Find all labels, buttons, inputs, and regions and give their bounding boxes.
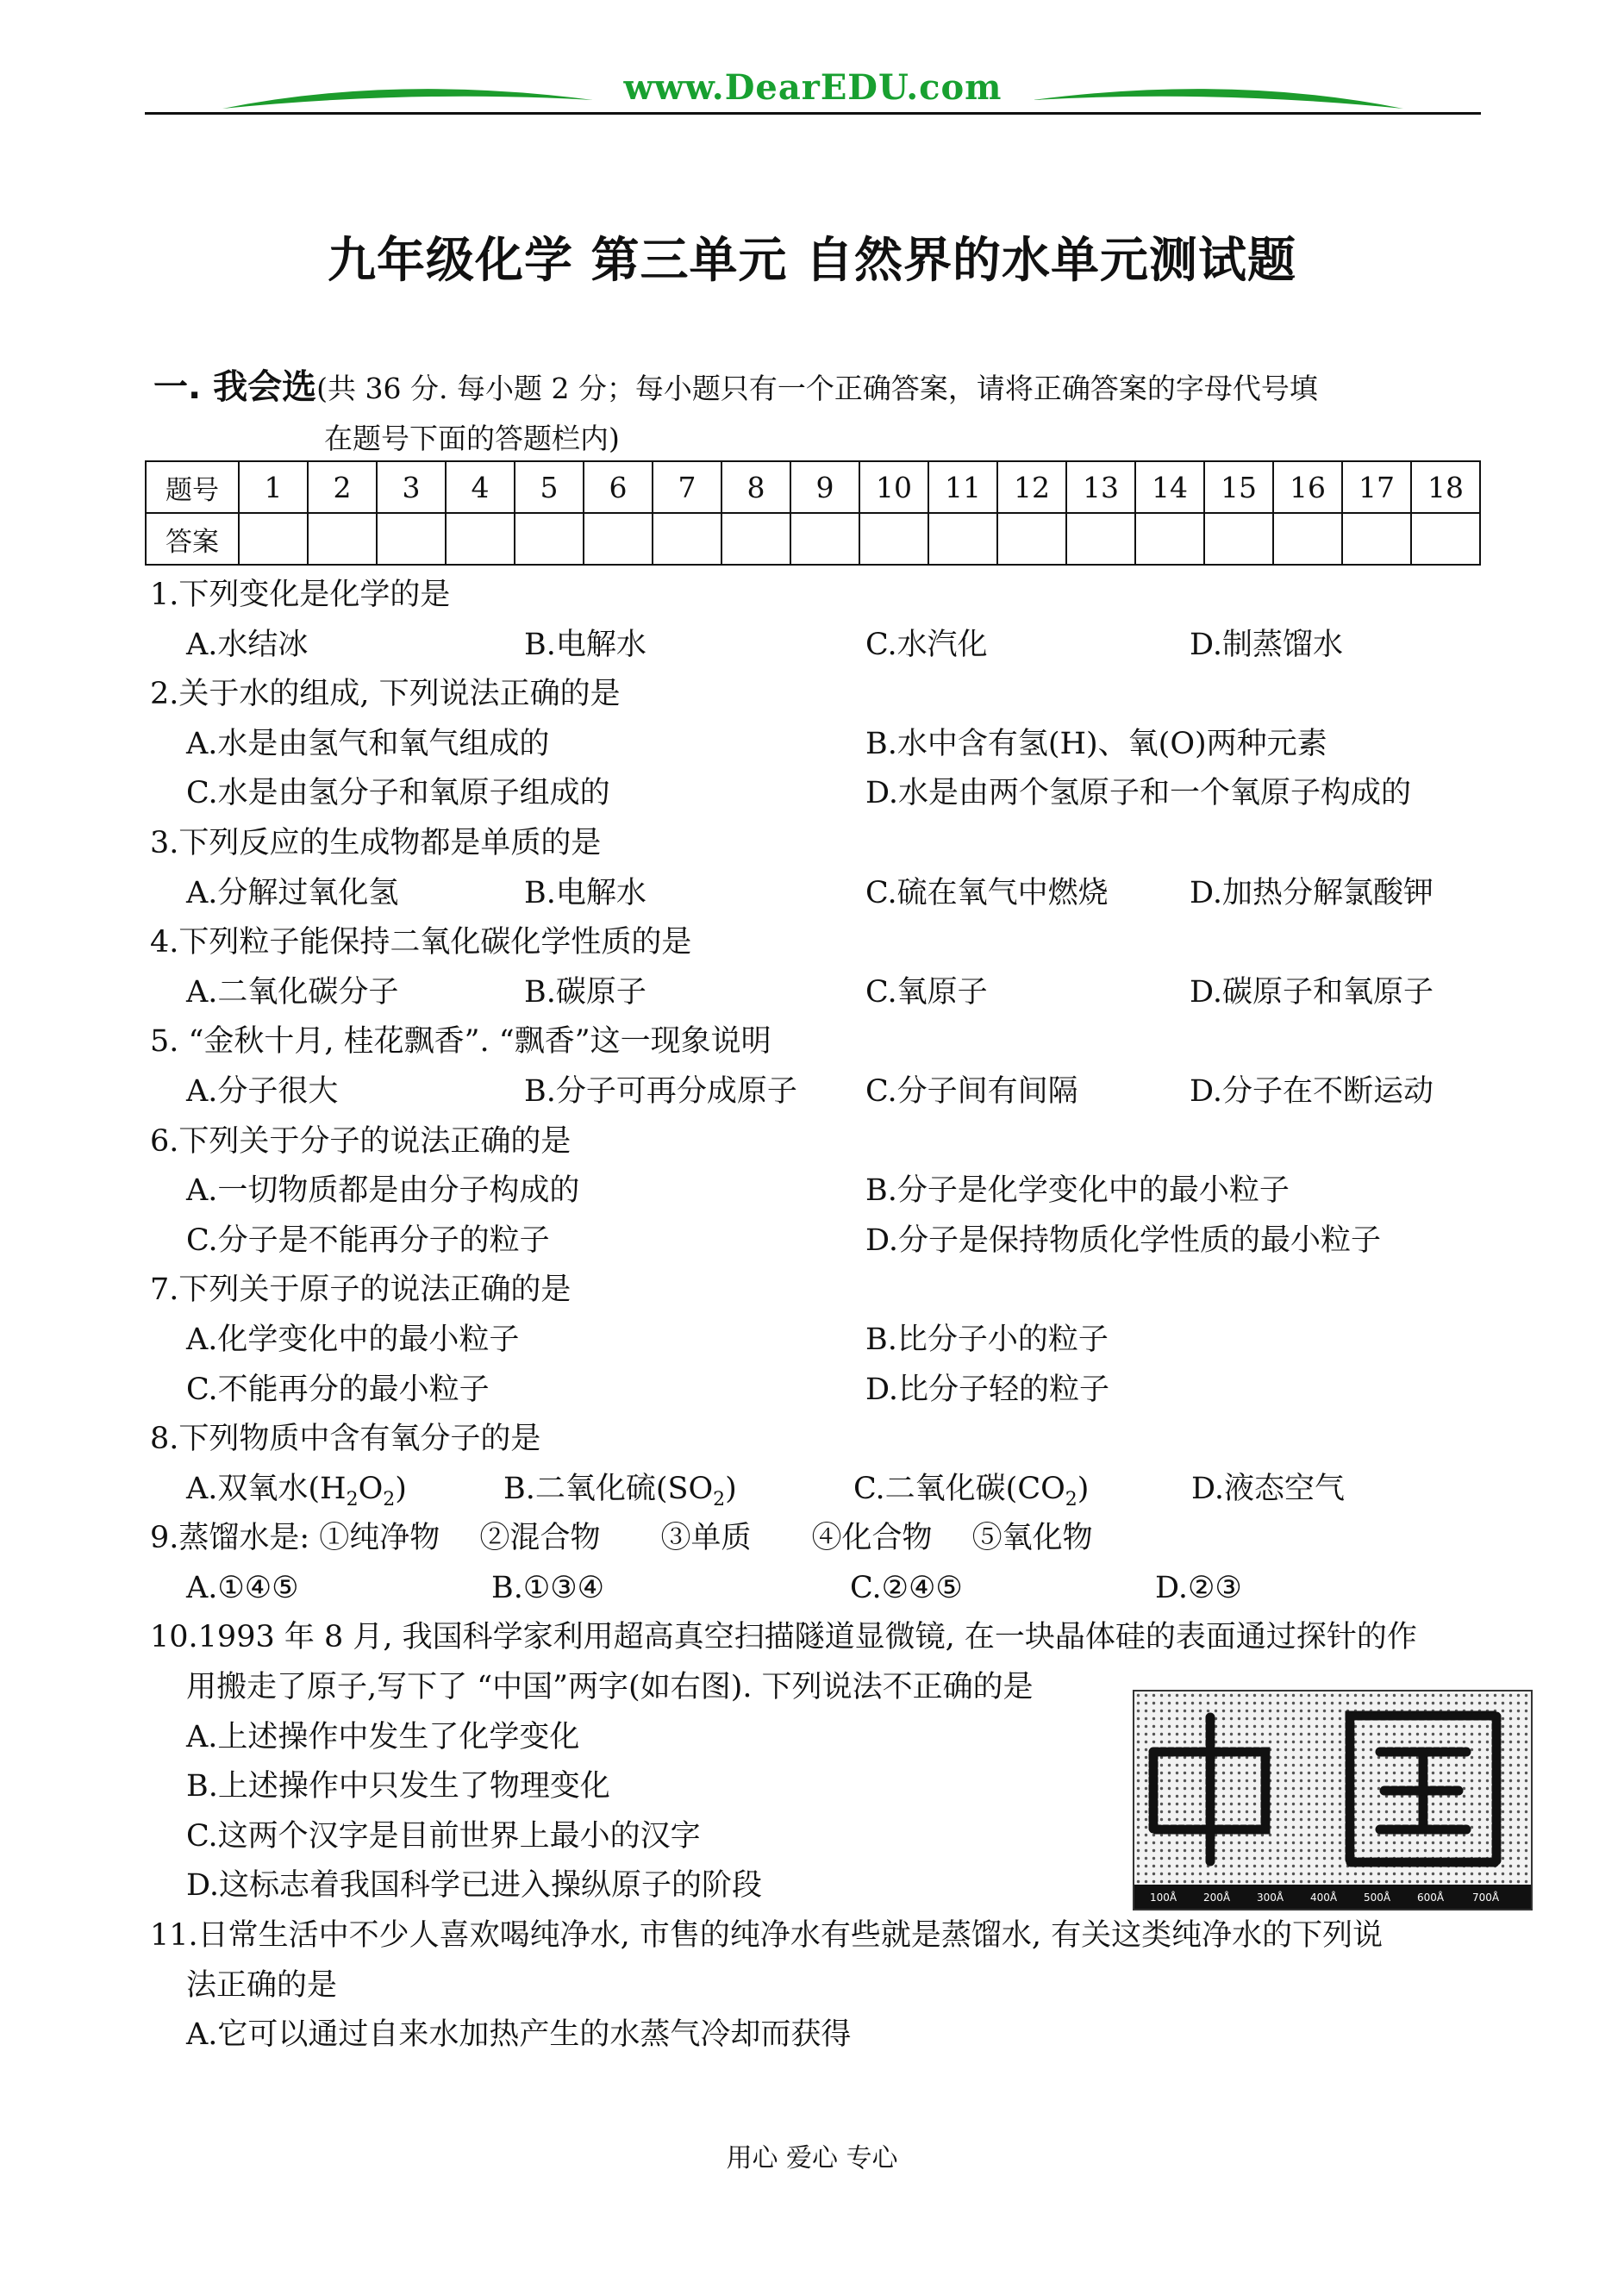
- question-number-cell: 9: [790, 461, 859, 513]
- q6-option-a: A.一切物质都是由分子构成的: [186, 1173, 580, 1209]
- question-number-cell: 5: [515, 461, 584, 513]
- q2-option-b: B.水中含有氢(H)、氧(O)两种元素: [865, 726, 1327, 761]
- q10-option-a: A.上述操作中发生了化学变化: [186, 1719, 580, 1754]
- question-stem: [150, 1117, 1495, 1167]
- option-row: [150, 1366, 1495, 1416]
- q8-option-a: A.双氧水$(H_2O_2)$: [186, 1471, 407, 1510]
- question-stem: [150, 918, 1495, 968]
- q4-stem: 4.下列粒子能保持二氧化碳化学性质的是: [150, 925, 692, 960]
- option-row: [150, 720, 1495, 770]
- q3-option-d: D.加热分解氯酸钾: [1190, 875, 1433, 910]
- answer-cell[interactable]: [859, 513, 928, 565]
- q4-option-c: C.氧原子: [865, 974, 988, 1010]
- question-number-cell: 17: [1342, 461, 1411, 513]
- question-stem: [150, 1911, 1495, 1961]
- q9-option-a: A.①④⑤: [186, 1570, 299, 1605]
- q7-option-d: D.比分子轻的粒子: [865, 1372, 1109, 1407]
- question-stem: [150, 571, 1495, 621]
- q9-stem: 9.蒸馏水是: ①纯净物 ②混合物 ③单质 ④化合物 ⑤氧化物: [150, 1521, 1093, 1556]
- answer-cell[interactable]: [653, 513, 721, 565]
- section-heading: [153, 362, 1498, 464]
- row-label-answer: 答案: [146, 513, 239, 565]
- question-number-cell: 16: [1273, 461, 1342, 513]
- option-row: [150, 1216, 1495, 1266]
- question-number-cell: 15: [1204, 461, 1273, 513]
- question-number-cell: 8: [721, 461, 790, 513]
- scale-label: 700Å: [1472, 1892, 1500, 1904]
- question-stem: [150, 1017, 1495, 1067]
- question-stem-continued: [150, 1961, 1495, 2011]
- q8-option-c: C.二氧化碳$(CO_2)$: [853, 1471, 1090, 1510]
- option-row: [150, 1316, 1495, 1366]
- q11-option-a: A.它可以通过自来水加热产生的水蒸气冷却而获得: [186, 2017, 852, 2053]
- q8-stem: 8.下列物质中含有氧分子的是: [150, 1422, 541, 1457]
- question-number-cell: 3: [377, 461, 446, 513]
- q8-option-b: B.二氧化硫$(SO_2)$: [503, 1471, 737, 1510]
- page-title: 九年级化学 第三单元 自然界的水单元测试题: [328, 233, 1296, 289]
- q11-stem: 11.日常生活中不少人喜欢喝纯净水, 市售的纯净水有些就是蒸馏水, 有关这类纯净水的下列说: [150, 1918, 1384, 1954]
- question-number-cell: 18: [1411, 461, 1480, 513]
- answer-cell[interactable]: [1066, 513, 1135, 565]
- q7-option-a: A.化学变化中的最小粒子: [186, 1322, 520, 1357]
- q1-option-d: D.制蒸馏水: [1190, 627, 1343, 662]
- scale-label: 200Å: [1203, 1892, 1231, 1904]
- q6-option-b: B.分子是化学变化中的最小粒子: [865, 1173, 1290, 1209]
- question-number-cell: 10: [859, 461, 928, 513]
- section-note-2: 在题号下面的答题栏内): [324, 422, 620, 455]
- question-stem: [150, 1514, 1495, 1564]
- q7-option-c: C.不能再分的最小粒子: [186, 1372, 490, 1407]
- page-header: [145, 62, 1481, 122]
- answer-cell[interactable]: [1342, 513, 1411, 565]
- option-row: [150, 2010, 1495, 2060]
- scale-label: 600Å: [1417, 1892, 1445, 1904]
- question-number-cell: 12: [997, 461, 1066, 513]
- header-rule: [145, 112, 1481, 115]
- q1-stem: 1.下列变化是化学的是: [150, 578, 451, 612]
- q7-option-b: B.比分子小的粒子: [865, 1322, 1109, 1357]
- q5-option-c: C.分子间有间隔: [865, 1073, 1078, 1109]
- question-number-cell: 2: [308, 461, 377, 513]
- q4-option-a: A.二氧化碳分子: [186, 974, 399, 1010]
- q5-option-a: A.分子很大: [186, 1073, 339, 1109]
- scale-label: 100Å: [1150, 1892, 1177, 1904]
- q10-option-d: D.这标志着我国科学已进入操纵原子的阶段: [186, 1868, 762, 1904]
- q3-option-a: A.分解过氧化氢: [186, 875, 399, 910]
- q10-stem-2: 用搬走了原子,写下了 “中国”两字(如右图). 下列说法不正确的是: [186, 1670, 1034, 1705]
- answer-cell[interactable]: [928, 513, 997, 565]
- q3-option-b: B.电解水: [524, 875, 646, 910]
- scale-label: 300Å: [1257, 1892, 1284, 1904]
- question-stem: [150, 670, 1495, 720]
- question-number-cell: 13: [1066, 461, 1135, 513]
- question-number-cell: 4: [446, 461, 515, 513]
- option-row: [150, 1067, 1495, 1117]
- answer-cell[interactable]: [1204, 513, 1273, 565]
- question-stem: [150, 1266, 1495, 1316]
- answer-table-answer-row: [146, 513, 1480, 565]
- q10-option-b: B.上述操作中只发生了物理变化: [186, 1769, 610, 1804]
- q1-option-c: C.水汽化: [865, 627, 988, 662]
- answer-cell[interactable]: [997, 513, 1066, 565]
- q4-option-b: B.碳原子: [524, 974, 646, 1010]
- answer-cell[interactable]: [446, 513, 515, 565]
- q10-option-c: C.这两个汉字是目前世界上最小的汉字: [186, 1818, 701, 1854]
- q9-option-c: C.②④⑤: [850, 1570, 963, 1605]
- section-title: 一. 我会选: [153, 367, 317, 407]
- question-stem: [150, 1613, 1495, 1663]
- question-stem: [150, 1415, 1495, 1465]
- question-number-cell: 6: [584, 461, 653, 513]
- q3-stem: 3.下列反应的生成物都是单质的是: [150, 825, 602, 860]
- answer-cell[interactable]: [721, 513, 790, 565]
- answer-cell[interactable]: [377, 513, 446, 565]
- answer-cell[interactable]: [1273, 513, 1342, 565]
- scale-label: 500Å: [1364, 1892, 1391, 1904]
- question-number-cell: 11: [928, 461, 997, 513]
- option-row: [150, 869, 1495, 919]
- q2-option-d: D.水是由两个氢原子和一个氧原子构成的: [865, 776, 1411, 811]
- scale-label: 400Å: [1310, 1892, 1338, 1904]
- q7-stem: 7.下列关于原子的说法正确的是: [150, 1273, 572, 1308]
- stm-image-zhongguo: [1133, 1690, 1533, 1910]
- q5-stem: 5. “金秋十月, 桂花飘香”. “飘香”这一现象说明: [150, 1024, 771, 1060]
- option-row: [150, 621, 1495, 671]
- q6-option-c: C.分子是不能再分子的粒子: [186, 1223, 550, 1258]
- answer-table-number-row: [146, 461, 1480, 513]
- page-footer: 用心 爱心 专心: [726, 2143, 898, 2173]
- question-number-cell: 14: [1135, 461, 1204, 513]
- q4-option-d: D.碳原子和氧原子: [1190, 974, 1433, 1010]
- option-row: [150, 1166, 1495, 1216]
- q8-option-d: D.液态空气: [1191, 1471, 1345, 1506]
- q2-option-c: C.水是由氢分子和氧原子组成的: [186, 776, 610, 811]
- question-number-cell: 7: [653, 461, 721, 513]
- answer-cell[interactable]: [584, 513, 653, 565]
- answer-cell[interactable]: [1135, 513, 1204, 565]
- q5-option-b: B.分子可再分成原子: [524, 1073, 797, 1109]
- q2-option-a: A.水是由氢气和氧气组成的: [186, 726, 550, 761]
- q3-option-c: C.硫在氧气中燃烧: [865, 875, 1109, 910]
- q9-option-b: B.①③④: [491, 1570, 604, 1605]
- q6-stem: 6.下列关于分子的说法正确的是: [150, 1123, 572, 1159]
- q1-option-b: B.电解水: [524, 627, 646, 662]
- q11-stem-2: 法正确的是: [186, 1967, 338, 2003]
- answer-cell[interactable]: [515, 513, 584, 565]
- option-row: [150, 968, 1495, 1018]
- q5-option-d: D.分子在不断运动: [1190, 1073, 1433, 1109]
- q6-option-d: D.分子是保持物质化学性质的最小粒子: [865, 1223, 1381, 1258]
- question-stem: [150, 819, 1495, 869]
- row-label-number: 题号: [146, 461, 239, 513]
- q1-option-a: A.水结冰: [186, 627, 309, 662]
- question-number-cell: 1: [239, 461, 308, 513]
- answer-cell[interactable]: [308, 513, 377, 565]
- stm-figure-icon: [1134, 1692, 1531, 1909]
- q9-option-d: D.②③: [1155, 1570, 1242, 1605]
- q10-stem: 10.1993 年 8 月, 我国科学家利用超高真空扫描隧道显微镜, 在一块晶体硅的表面通过探针的作: [150, 1620, 1417, 1655]
- answer-cell[interactable]: [1411, 513, 1480, 565]
- section-note: (共 36 分. 每小题 2 分；每小题只有一个正确答案，请将正确答案的字母代号填: [316, 372, 1318, 405]
- answer-cell[interactable]: [239, 513, 308, 565]
- option-row: [150, 1564, 1495, 1614]
- brand-logo: www.DearEDU.com: [623, 67, 1003, 108]
- answer-cell[interactable]: [790, 513, 859, 565]
- option-row: [150, 769, 1495, 819]
- answer-table: [145, 460, 1481, 566]
- option-row: [150, 1465, 1495, 1515]
- q2-stem: 2.关于水的组成, 下列说法正确的是: [150, 677, 621, 712]
